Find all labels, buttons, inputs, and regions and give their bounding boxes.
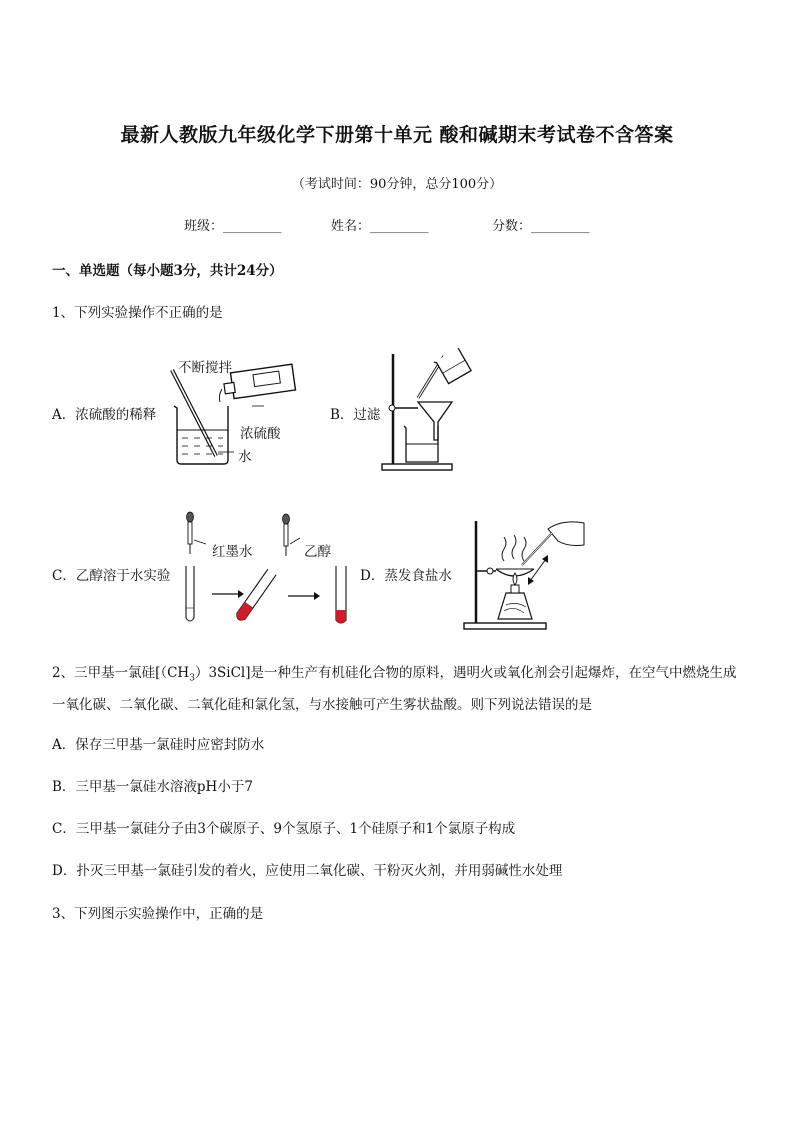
question-1-stem: 1、下列实验操作不正确的是 — [52, 305, 223, 321]
label-red-ink: 红墨水 — [212, 544, 253, 560]
q2-stem-pre: 2、三甲基一氯硅[（CH — [52, 665, 190, 681]
figure-evaporation — [462, 515, 587, 635]
question-3-stem: 3、下列图示实验操作中，正确的是 — [52, 906, 264, 922]
q1-option-d[interactable]: D．蒸发食盐水 — [360, 568, 452, 584]
q1-option-a[interactable]: A．浓硫酸的稀释 — [52, 407, 157, 423]
q2-option-d[interactable]: D．扑灭三甲基一氯硅引发的着火，应使用二氧化碳、干粉灭火剂，并用弱碱性水处理 — [52, 863, 563, 879]
label-conc-acid: 浓硫酸 — [240, 426, 281, 442]
score-field[interactable]: 分数：_________ — [492, 219, 590, 234]
q2-stem-sub: 3 — [189, 673, 195, 684]
q1-option-b[interactable]: B．过滤 — [330, 407, 381, 423]
q2-option-b[interactable]: B．三甲基一氯硅水溶液pH小于7 — [52, 779, 253, 795]
exam-subtitle: （考试时间：90分钟，总分100分） — [291, 177, 503, 192]
q2-option-c[interactable]: C．三甲基一氯硅分子由3个碳原子、9个氢原子、1个硅原子和1个氯原子构成 — [52, 821, 516, 837]
label-water: 水 — [238, 449, 252, 465]
label-ethanol: 乙醇 — [304, 544, 331, 560]
figure-filtration — [378, 350, 478, 475]
label-stir: 不断搅拌 — [178, 360, 232, 376]
exam-title: 最新人教版九年级化学下册第十单元 酸和碱期末考试卷不含答案 — [120, 124, 674, 146]
q2-option-a[interactable]: A．保存三甲基一氯硅时应密封防水 — [52, 737, 265, 753]
q2-stem-post: ）3SiCl]是一种生产有机硅化合物的原料，遇明火或氧化剂会引起爆炸，在空气中燃烧生成一氧化碳、二氧化碳、二氧化硅和氯化氢，与水接触可产生雾状盐酸。则下列说法错误的是 — [52, 665, 737, 713]
section-heading: 一、单选题（每小题3分，共计24分） — [52, 263, 283, 279]
figure-ethanol-water — [182, 510, 362, 635]
question-2-stem — [52, 660, 747, 718]
class-field[interactable]: 班级：_________ — [184, 219, 282, 234]
q1-option-c[interactable]: C．乙醇溶于水实验 — [52, 568, 171, 584]
name-field[interactable]: 姓名：_________ — [331, 219, 429, 234]
